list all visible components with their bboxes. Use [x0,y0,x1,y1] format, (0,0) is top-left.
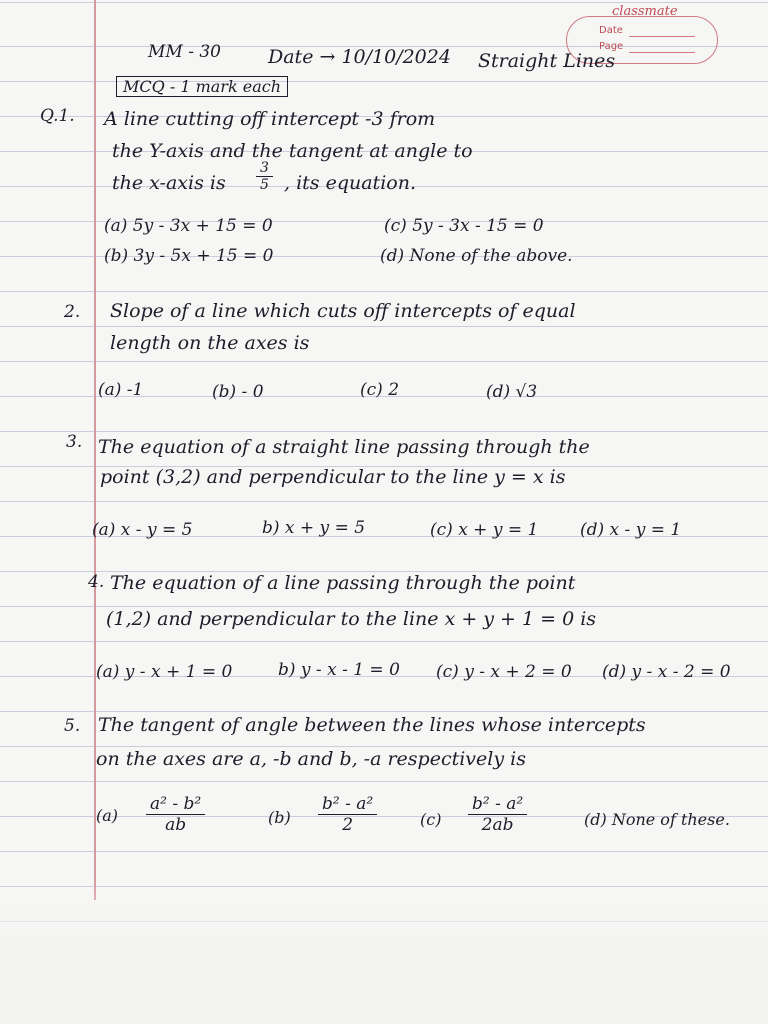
fraction-numerator: b² - a² [468,794,527,815]
fraction-denominator: ab [165,815,187,835]
question-line: The equation of a straight line passing through the [98,436,590,458]
sheet-code: MM - 30 [148,42,221,62]
option-c-label: (c) [420,810,442,829]
date-label: Date [599,25,623,36]
question-number: Q.1. [40,106,75,126]
page-line [629,52,695,53]
option-b-fraction [318,794,377,835]
fraction-denominator: 5 [260,177,269,193]
question-number: 3. [66,432,83,452]
sheet-date: Date → 10/10/2024 [268,46,451,68]
option-a: (a) x - y = 5 [92,520,193,540]
question-line: length on the axes is [110,332,310,354]
fraction-numerator: 3 [256,160,273,177]
option-b: (b) - 0 [212,382,264,402]
option-a: (a) y - x + 1 = 0 [96,662,233,682]
question-line: Slope of a line which cuts off intercepts of equal [110,300,576,322]
option-c-fraction [468,794,527,835]
option-b: (b) 3y - 5x + 15 = 0 [104,246,274,266]
fraction [256,160,273,193]
question-line: The tangent of angle between the lines whose intercepts [98,714,646,736]
option-d: (d) x - y = 1 [580,520,682,540]
question-number: 2. [64,302,81,322]
option-b: b) y - x - 1 = 0 [278,660,400,680]
option-b-label: (b) [268,808,291,827]
option-c: (c) x + y = 1 [430,520,539,540]
question-line: the x-axis is [112,172,226,194]
question-line: The equation of a line passing through the point [110,572,576,594]
question-number: 5. [64,716,81,736]
option-d: (d) None of the above. [380,246,573,266]
option-c: (c) y - x + 2 = 0 [436,662,572,682]
option-c: (c) 5y - 3x - 15 = 0 [384,216,544,236]
fraction-denominator: 2ab [481,815,514,835]
sheet-topic: Straight Lines [478,50,616,72]
page-bottom [0,880,768,1024]
question-number: 4. [88,572,105,592]
option-a-label: (a) [96,806,119,825]
option-d: (d) √3 [486,382,538,402]
question-line: the Y-axis and the tangent at angle to [112,140,473,162]
option-a: (a) -1 [98,380,144,400]
fraction-numerator: a² - b² [146,794,205,815]
brand-logo: classmate [612,4,678,19]
question-line: on the axes are a, -b and b, -a respectively is [96,748,526,770]
question-line: (1,2) and perpendicular to the line x + y + 1 = 0 is [106,608,597,630]
option-a: (a) 5y - 3x + 15 = 0 [104,216,273,236]
question-line: , its equation. [284,172,416,194]
option-c: (c) 2 [360,380,400,400]
option-d: (d) None of these. [584,810,730,829]
question-line: A line cutting off intercept -3 from [104,108,436,130]
fraction-denominator: 2 [342,815,354,835]
fraction-numerator: b² - a² [318,794,377,815]
question-line: point (3,2) and perpendicular to the line y = x is [100,466,566,488]
page-label: Page [599,41,624,52]
option-d: (d) y - x - 2 = 0 [602,662,731,682]
section-tag: MCQ - 1 mark each [116,76,288,97]
option-a-fraction [146,794,205,835]
option-b: b) x + y = 5 [262,518,366,538]
date-line [629,36,695,37]
